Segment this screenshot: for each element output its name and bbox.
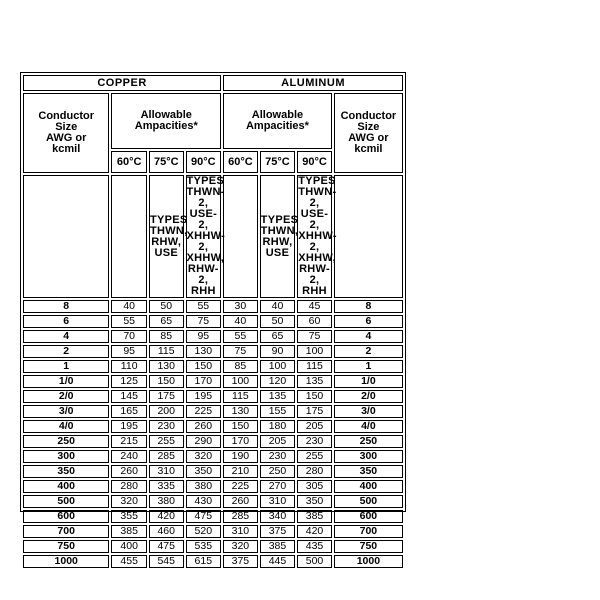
temp-60-aluminum: 60°C <box>223 151 258 173</box>
al-75-cell: 230 <box>260 450 296 463</box>
al-60-cell: 30 <box>223 300 258 313</box>
types-line: 2, <box>309 219 320 231</box>
cu-75-cell: 545 <box>149 555 184 568</box>
cu-60-cell: 110 <box>111 360 147 373</box>
header-line: Size <box>55 121 78 133</box>
al-90-cell: 420 <box>297 525 332 538</box>
cu-60-cell: 385 <box>111 525 147 538</box>
types-line: XHHW, <box>298 252 336 264</box>
al-60-cell: 190 <box>223 450 258 463</box>
al-60-cell: 210 <box>223 465 258 478</box>
types-line: XHHW, <box>186 252 225 264</box>
types-line: 2, USE- <box>189 197 218 220</box>
types-line: USE <box>154 246 178 259</box>
cu-90-cell: 260 <box>186 420 222 433</box>
cu-60-cell: 320 <box>111 495 147 508</box>
al-75-cell: 250 <box>260 465 296 478</box>
al-90-cell: 175 <box>297 405 332 418</box>
types-line: RHW, <box>151 235 182 248</box>
conductor-size-header-left <box>23 93 109 173</box>
cu-90-cell: 225 <box>186 405 222 418</box>
conductor-size-cell: 8 <box>23 300 109 313</box>
cu-60-cell: 165 <box>111 405 147 418</box>
cu-90-cell: 150 <box>186 360 222 373</box>
copper-heading: COPPER <box>23 75 221 91</box>
cu-60-cell: 125 <box>111 375 147 388</box>
conductor-size-cell: 4/0 <box>23 420 109 433</box>
table-row <box>23 465 403 478</box>
al-60-cell: 320 <box>223 540 258 553</box>
conductor-size-cell: 4 <box>23 330 109 343</box>
types-line: XHHW- <box>298 230 337 242</box>
table-row <box>23 420 403 433</box>
cu-75-cell: 50 <box>149 300 184 313</box>
al-60-cell: 55 <box>223 330 258 343</box>
types-line: 2, <box>309 241 320 253</box>
header-line: Conductor <box>38 110 94 122</box>
temp-60-copper: 60°C <box>111 151 147 173</box>
cu-90-cell: 535 <box>186 540 222 553</box>
types-line: TYPES <box>260 213 299 226</box>
conductor-size-cell: 2/0 <box>23 390 109 403</box>
cu-90-cell: 475 <box>186 510 222 523</box>
al-90-cell: 75 <box>297 330 332 343</box>
al-60-cell: 40 <box>223 315 258 328</box>
temp-90-copper: 90°C <box>186 151 222 173</box>
conductor-size-cell: 600 <box>23 510 109 523</box>
al-75-cell: 65 <box>260 330 296 343</box>
al-60-cell: 115 <box>223 390 258 403</box>
cu-75-cell: 130 <box>149 360 184 373</box>
table-row <box>23 480 403 493</box>
conductor-size-cell: 300 <box>334 450 403 463</box>
al-60-cell: 260 <box>223 495 258 508</box>
types-line: 2, USE- <box>300 197 329 220</box>
table-row <box>23 495 403 508</box>
al-60-cell: 375 <box>223 555 258 568</box>
cu-90-cell: 130 <box>186 345 222 358</box>
temp-90-aluminum: 90°C <box>297 151 332 173</box>
al-90-cell: 205 <box>297 420 332 433</box>
conductor-size-cell: 6 <box>23 315 109 328</box>
cu-90-cell: 290 <box>186 435 222 448</box>
conductor-size-cell: 500 <box>334 495 403 508</box>
al-60-cell: 85 <box>223 360 258 373</box>
conductor-size-cell: 4 <box>334 330 403 343</box>
types-line: USE <box>265 246 290 259</box>
al-60-cell: 170 <box>223 435 258 448</box>
cu-90-cell: 195 <box>186 390 222 403</box>
aluminum-heading: ALUMINUM <box>223 75 403 91</box>
cu-90-cell: 520 <box>186 525 222 538</box>
al-90-cell: 115 <box>297 360 332 373</box>
al-60-cell: 225 <box>223 480 258 493</box>
header-line: Size <box>357 121 380 133</box>
header-line: kcmil <box>52 143 81 155</box>
table-row <box>23 435 403 448</box>
conductor-size-cell: 1/0 <box>23 375 109 388</box>
conductor-size-cell: 350 <box>23 465 109 478</box>
al-75-cell: 445 <box>260 555 296 568</box>
al-90-cell: 385 <box>297 510 332 523</box>
al-75-cell: 90 <box>260 345 296 358</box>
al-60-cell: 130 <box>223 405 258 418</box>
al-90-cell: 280 <box>297 465 332 478</box>
types-cu-90 <box>186 175 226 298</box>
cu-60-cell: 195 <box>111 420 147 433</box>
table-row <box>23 540 403 553</box>
al-60-cell: 100 <box>223 375 258 388</box>
al-90-cell: 60 <box>297 315 332 328</box>
types-line: 2, <box>198 219 209 231</box>
cu-75-cell: 115 <box>149 345 184 358</box>
conductor-size-cell: 3/0 <box>23 405 109 418</box>
conductor-size-cell: 1 <box>23 360 109 373</box>
al-90-cell: 135 <box>297 375 332 388</box>
al-90-cell: 45 <box>297 300 332 313</box>
conductor-size-cell: 300 <box>23 450 109 463</box>
conductor-size-cell: 2 <box>334 345 403 358</box>
cu-75-cell: 150 <box>149 375 184 388</box>
al-75-cell: 120 <box>260 375 296 388</box>
al-75-cell: 50 <box>260 315 296 328</box>
conductor-size-cell: 8 <box>334 300 403 313</box>
conductor-size-cell: 250 <box>334 435 403 448</box>
table-row <box>23 315 403 328</box>
header-line: Ampacities* <box>245 120 309 132</box>
table-row <box>23 390 403 403</box>
types-line: THWN- <box>298 186 337 198</box>
types-line: TYPES <box>298 175 336 187</box>
types-line: 2, <box>198 241 209 253</box>
al-75-cell: 270 <box>260 480 296 493</box>
cu-60-cell: 215 <box>111 435 147 448</box>
cu-75-cell: 380 <box>149 495 184 508</box>
header-line: AWG or <box>46 132 87 144</box>
cu-90-cell: 170 <box>186 375 222 388</box>
al-90-cell: 230 <box>297 435 332 448</box>
al-75-cell: 375 <box>260 525 296 538</box>
cu-60-cell: 95 <box>111 345 147 358</box>
types-line: XHHW- <box>186 230 226 242</box>
conductor-size-cell: 2/0 <box>334 390 403 403</box>
cu-75-cell: 335 <box>149 480 184 493</box>
al-75-cell: 310 <box>260 495 296 508</box>
cu-75-cell: 420 <box>149 510 184 523</box>
cu-90-cell: 350 <box>186 465 222 478</box>
header-line: kcmil <box>354 143 383 155</box>
types-line: RHW-2, <box>187 263 219 286</box>
conductor-size-cell: 4/0 <box>334 420 403 433</box>
conductor-size-cell: 1 <box>334 360 403 373</box>
cu-75-cell: 310 <box>149 465 184 478</box>
types-line: THWN, <box>149 224 188 237</box>
conductor-size-cell: 600 <box>334 510 403 523</box>
al-75-cell: 385 <box>260 540 296 553</box>
cu-90-cell: 75 <box>186 315 222 328</box>
cu-60-cell: 260 <box>111 465 147 478</box>
al-75-cell: 100 <box>260 360 296 373</box>
types-line: TYPES <box>186 175 225 187</box>
al-60-cell: 285 <box>223 510 258 523</box>
cu-75-cell: 230 <box>149 420 184 433</box>
cu-60-cell: 55 <box>111 315 147 328</box>
conductor-size-cell: 750 <box>334 540 403 553</box>
conductor-size-cell: 400 <box>23 480 109 493</box>
conductor-size-cell: 1/0 <box>334 375 403 388</box>
table-row <box>23 555 403 568</box>
cu-60-cell: 400 <box>111 540 147 553</box>
al-75-cell: 135 <box>260 390 296 403</box>
types-al-75 <box>260 175 299 298</box>
ampacity-rows <box>23 300 403 568</box>
cu-60-cell: 240 <box>111 450 147 463</box>
cu-75-cell: 285 <box>149 450 184 463</box>
cu-60-cell: 70 <box>111 330 147 343</box>
temp-75-aluminum: 75°C <box>260 151 296 173</box>
header-line: Ampacities* <box>134 120 198 132</box>
types-blank-al-60 <box>223 175 258 298</box>
types-line: RHW, <box>262 235 293 248</box>
cu-90-cell: 320 <box>186 450 222 463</box>
al-60-cell: 75 <box>223 345 258 358</box>
conductor-size-cell: 350 <box>334 465 403 478</box>
cu-60-cell: 40 <box>111 300 147 313</box>
cu-75-cell: 475 <box>149 540 184 553</box>
conductor-size-cell: 500 <box>23 495 109 508</box>
cu-75-cell: 200 <box>149 405 184 418</box>
conductor-size-cell: 1000 <box>23 555 109 568</box>
header-line: Conductor <box>340 110 397 122</box>
al-90-cell: 435 <box>297 540 332 553</box>
cu-90-cell: 380 <box>186 480 222 493</box>
conductor-size-header-right <box>334 93 403 173</box>
types-line: THWN- <box>186 186 225 198</box>
al-90-cell: 255 <box>297 450 332 463</box>
conductor-size-cell: 750 <box>23 540 109 553</box>
cu-75-cell: 85 <box>149 330 184 343</box>
table-row <box>23 450 403 463</box>
cu-90-cell: 55 <box>186 300 222 313</box>
table-row <box>23 375 403 388</box>
types-line: THWN, <box>260 224 299 237</box>
table-row <box>23 360 403 373</box>
ampacity-table-frame <box>20 72 406 568</box>
al-90-cell: 500 <box>297 555 332 568</box>
conductor-size-cell: 1000 <box>334 555 403 568</box>
ampacity-table <box>21 73 405 570</box>
table-row <box>23 405 403 418</box>
cu-75-cell: 175 <box>149 390 184 403</box>
al-75-cell: 340 <box>260 510 296 523</box>
al-90-cell: 100 <box>297 345 332 358</box>
temp-75-copper: 75°C <box>149 151 184 173</box>
conductor-size-cell: 2 <box>23 345 109 358</box>
al-75-cell: 40 <box>260 300 296 313</box>
types-blank-left <box>23 175 109 298</box>
types-line: RHW-2, <box>299 263 330 286</box>
al-90-cell: 305 <box>297 480 332 493</box>
types-al-90 <box>297 175 337 298</box>
table-row <box>23 330 403 343</box>
allowable-ampacities-header-aluminum <box>223 93 332 149</box>
header-line: Allowable <box>251 109 304 121</box>
cu-60-cell: 145 <box>111 390 147 403</box>
cu-60-cell: 455 <box>111 555 147 568</box>
types-blank-cu-60 <box>111 175 147 298</box>
types-blank-right <box>334 175 403 298</box>
table-row <box>23 510 403 523</box>
header-line: AWG or <box>348 132 389 144</box>
table-row <box>23 345 403 358</box>
cu-75-cell: 65 <box>149 315 184 328</box>
conductor-size-cell: 6 <box>334 315 403 328</box>
cu-90-cell: 430 <box>186 495 222 508</box>
al-75-cell: 180 <box>260 420 296 433</box>
al-90-cell: 350 <box>297 495 332 508</box>
allowable-ampacities-header-copper <box>111 93 221 149</box>
cu-75-cell: 460 <box>149 525 184 538</box>
table-row <box>23 525 403 538</box>
conductor-size-cell: 700 <box>334 525 403 538</box>
types-line: RHH <box>190 285 216 297</box>
al-90-cell: 150 <box>297 390 332 403</box>
types-cu-75 <box>149 175 188 298</box>
conductor-size-cell: 700 <box>23 525 109 538</box>
types-line: TYPES <box>149 213 188 226</box>
conductor-size-cell: 400 <box>334 480 403 493</box>
types-line: RHH <box>302 285 327 297</box>
al-60-cell: 310 <box>223 525 258 538</box>
cu-90-cell: 615 <box>186 555 222 568</box>
conductor-size-cell: 250 <box>23 435 109 448</box>
al-75-cell: 205 <box>260 435 296 448</box>
cu-60-cell: 355 <box>111 510 147 523</box>
al-75-cell: 155 <box>260 405 296 418</box>
cu-90-cell: 95 <box>186 330 222 343</box>
cu-75-cell: 255 <box>149 435 184 448</box>
header-line: Allowable <box>140 109 192 121</box>
conductor-size-cell: 3/0 <box>334 405 403 418</box>
al-60-cell: 150 <box>223 420 258 433</box>
cu-60-cell: 280 <box>111 480 147 493</box>
table-row <box>23 300 403 313</box>
